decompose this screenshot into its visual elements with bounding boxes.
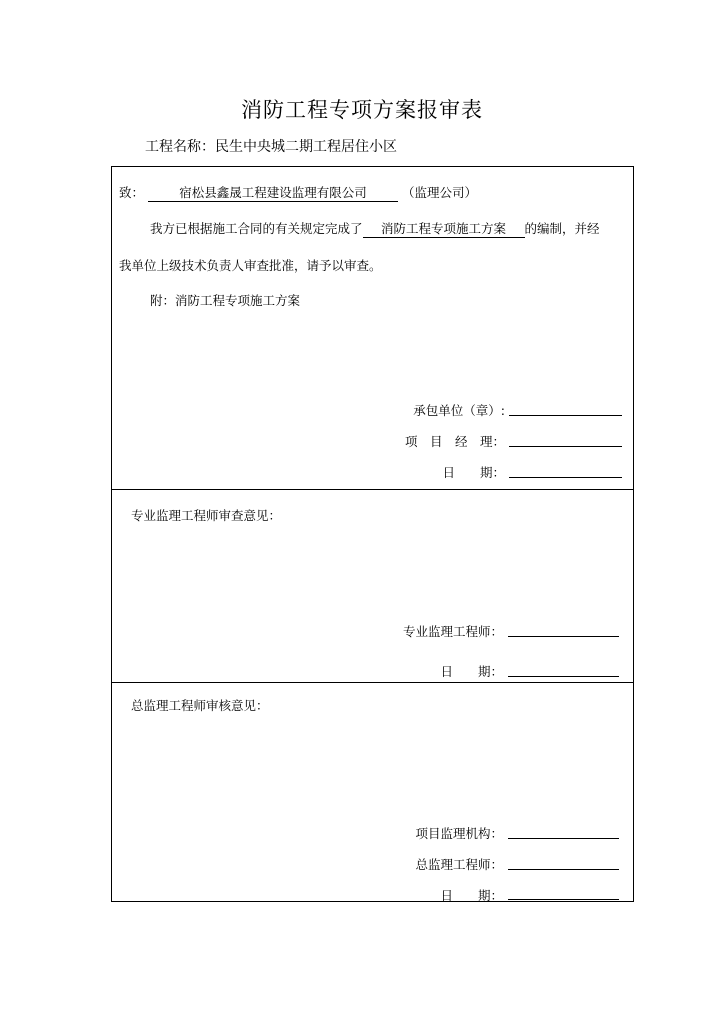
addressee-prefix: 致： — [119, 185, 145, 200]
specialist-engineer-signature-line — [508, 636, 619, 637]
contractor-signature-line — [509, 415, 622, 416]
date-line-2 — [508, 676, 619, 677]
section-divider-1 — [112, 489, 633, 490]
addressee-suffix: （监理公司） — [401, 185, 477, 200]
document-title: 消防工程专项方案报审表 — [241, 98, 483, 122]
body-paragraph-line1 — [150, 219, 600, 238]
form-table — [111, 166, 634, 902]
project-manager-label: 项 目 经 理： — [404, 434, 505, 449]
body-text-part1: 我方已根据施工合同的有关规定完成了 — [150, 221, 363, 236]
chief-engineer-signature-line — [508, 869, 619, 870]
section-divider-2 — [112, 682, 633, 683]
body-document-name: 消防工程专项施工方案 — [363, 219, 525, 238]
date-label-3: 日 期： — [440, 888, 503, 903]
addressee-line — [119, 183, 477, 202]
date-line-1 — [509, 477, 622, 478]
supervision-org-label: 项目监理机构： — [415, 826, 503, 841]
contractor-label: 承包单位（章）: — [413, 403, 505, 418]
chief-review-heading: 总监理工程师审核意见： — [131, 698, 269, 713]
project-name-line: 工程名称：民生中央城二期工程居住小区 — [145, 139, 397, 155]
date-line-3 — [508, 899, 619, 900]
body-text-part2: 的编制，并经 — [524, 221, 600, 236]
date-label-2: 日 期： — [440, 664, 503, 679]
chief-engineer-label: 总监理工程师： — [415, 857, 503, 872]
date-label-1: 日 期： — [442, 465, 505, 480]
addressee-company: 宿松县鑫晟工程建设监理有限公司 — [148, 183, 398, 202]
specialist-review-heading: 专业监理工程师审查意见： — [131, 508, 282, 523]
project-manager-signature-line — [509, 446, 622, 447]
body-paragraph-line2: 我单位上级技术负责人审查批准，请予以审查。 — [119, 258, 382, 273]
attachment-note: 附：消防工程专项施工方案 — [150, 293, 301, 308]
supervision-org-signature-line — [508, 838, 619, 839]
specialist-engineer-label: 专业监理工程师： — [402, 624, 503, 639]
